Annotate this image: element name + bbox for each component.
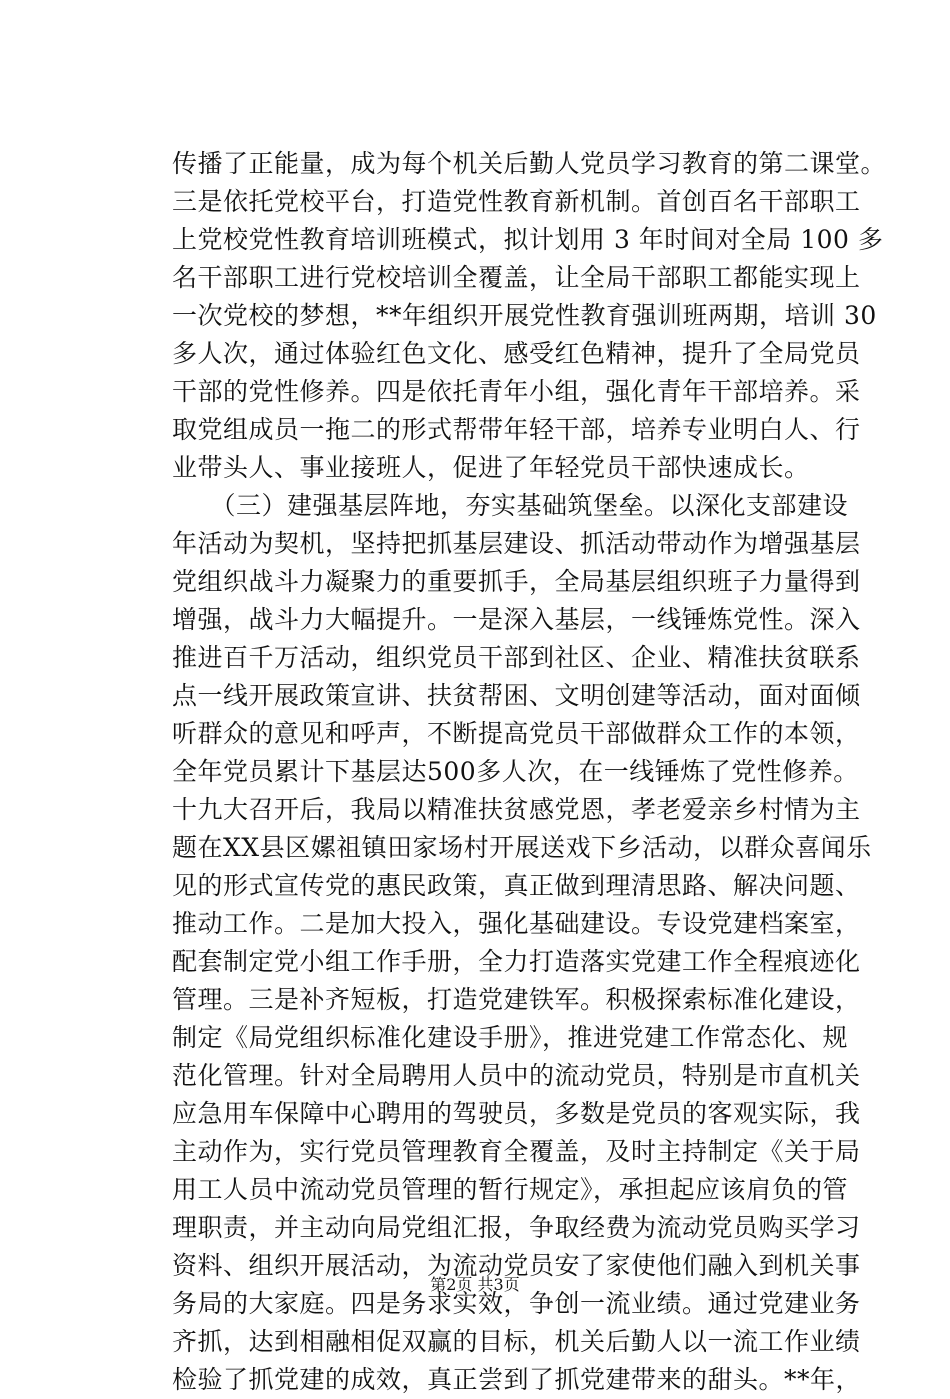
- text-line: 主动作为，实行党员管理教育全覆盖，及时主持制定《关于局: [172, 1137, 861, 1166]
- text-line: 齐抓，达到相融相促双赢的目标，机关后勤人以一流工作业绩: [172, 1327, 861, 1356]
- page-footer: 第2页 共3页: [430, 1275, 520, 1294]
- text-line: 听群众的意见和呼声，不断提高党员干部做群众工作的本领，: [172, 719, 861, 748]
- text-line: 配套制定党小组工作手册，全力打造落实党建工作全程痕迹化: [172, 947, 861, 976]
- text-line: 检验了抓党建的成效，真正尝到了抓党建带来的甜头。**年，: [172, 1365, 862, 1394]
- text-line: 名干部职工进行党校培训全覆盖，让全局干部职工都能实现上: [172, 263, 861, 292]
- text-line: 传播了正能量，成为每个机关后勤人党员学习教育的第二课堂。: [172, 149, 887, 178]
- text-line: 务局的大家庭。四是务求实效，争创一流业绩。通过党建业务: [172, 1289, 861, 1318]
- text-line: 题在XX县区嫘祖镇田家场村开展送戏下乡活动，以群众喜闻乐: [172, 833, 872, 862]
- text-line: 十九大召开后，我局以精准扶贫感党恩，孝老爱亲乡村情为主: [172, 795, 861, 824]
- text-line: 一次党校的梦想，**年组织开展党性教育强训班两期，培训 30: [172, 301, 877, 330]
- text-line: 推进百千万活动，组织党员干部到社区、企业、精准扶贫联系: [172, 643, 861, 672]
- text-line: 取党组成员一拖二的形式帮带年轻干部，培养专业明白人、行: [172, 415, 861, 444]
- text-line: 干部的党性修养。四是依托青年小组，强化青年干部培养。采: [172, 377, 861, 406]
- text-line: （三）建强基层阵地，夯实基础筑堡垒。以深化支部建设: [172, 491, 849, 520]
- body-text: [172, 145, 887, 1399]
- text-line: 多人次，通过体验红色文化、感受红色精神，提升了全局党员: [172, 339, 861, 368]
- text-line: 推动工作。二是加大投入，强化基础建设。专设党建档案室，: [172, 909, 861, 938]
- text-line: 管理。三是补齐短板，打造党建铁军。积极探索标准化建设，: [172, 985, 861, 1014]
- text-line: 党组织战斗力凝聚力的重要抓手，全局基层组织班子力量得到: [172, 567, 861, 596]
- text-line: 上党校党性教育培训班模式，拟计划用 3 年时间对全局 100 多: [172, 225, 884, 254]
- text-line: 用工人员中流动党员管理的暂行规定》，承担起应该肩负的管: [172, 1175, 849, 1204]
- text-line: 资料、组织开展活动，为流动党员安了家使他们融入到机关事: [172, 1251, 861, 1280]
- text-line: 见的形式宣传党的惠民政策，真正做到理清思路、解决问题、: [172, 871, 861, 900]
- text-line: 全年党员累计下基层达500多人次，在一线锤炼了党性修养。: [172, 757, 859, 786]
- text-line: 业带头人、事业接班人，促进了年轻党员干部快速成长。: [172, 453, 810, 482]
- text-line: 制定《局党组织标准化建设手册》，推进党建工作常态化、规: [172, 1023, 849, 1052]
- text-line: 范化管理。针对全局聘用人员中的流动党员，特别是市直机关: [172, 1061, 861, 1090]
- text-line: 点一线开展政策宣讲、扶贫帮困、文明创建等活动，面对面倾: [172, 681, 861, 710]
- text-line: 年活动为契机，坚持把抓基层建设、抓活动带动作为增强基层: [172, 529, 861, 558]
- text-line: 理职责，并主动向局党组汇报，争取经费为流动党员购买学习: [172, 1213, 861, 1242]
- text-line: 增强，战斗力大幅提升。一是深入基层，一线锤炼党性。深入: [172, 605, 861, 634]
- text-line: 应急用车保障中心聘用的驾驶员，多数是党员的客观实际，我: [172, 1099, 861, 1128]
- text-line: 三是依托党校平台，打造党性教育新机制。首创百名干部职工: [172, 187, 861, 216]
